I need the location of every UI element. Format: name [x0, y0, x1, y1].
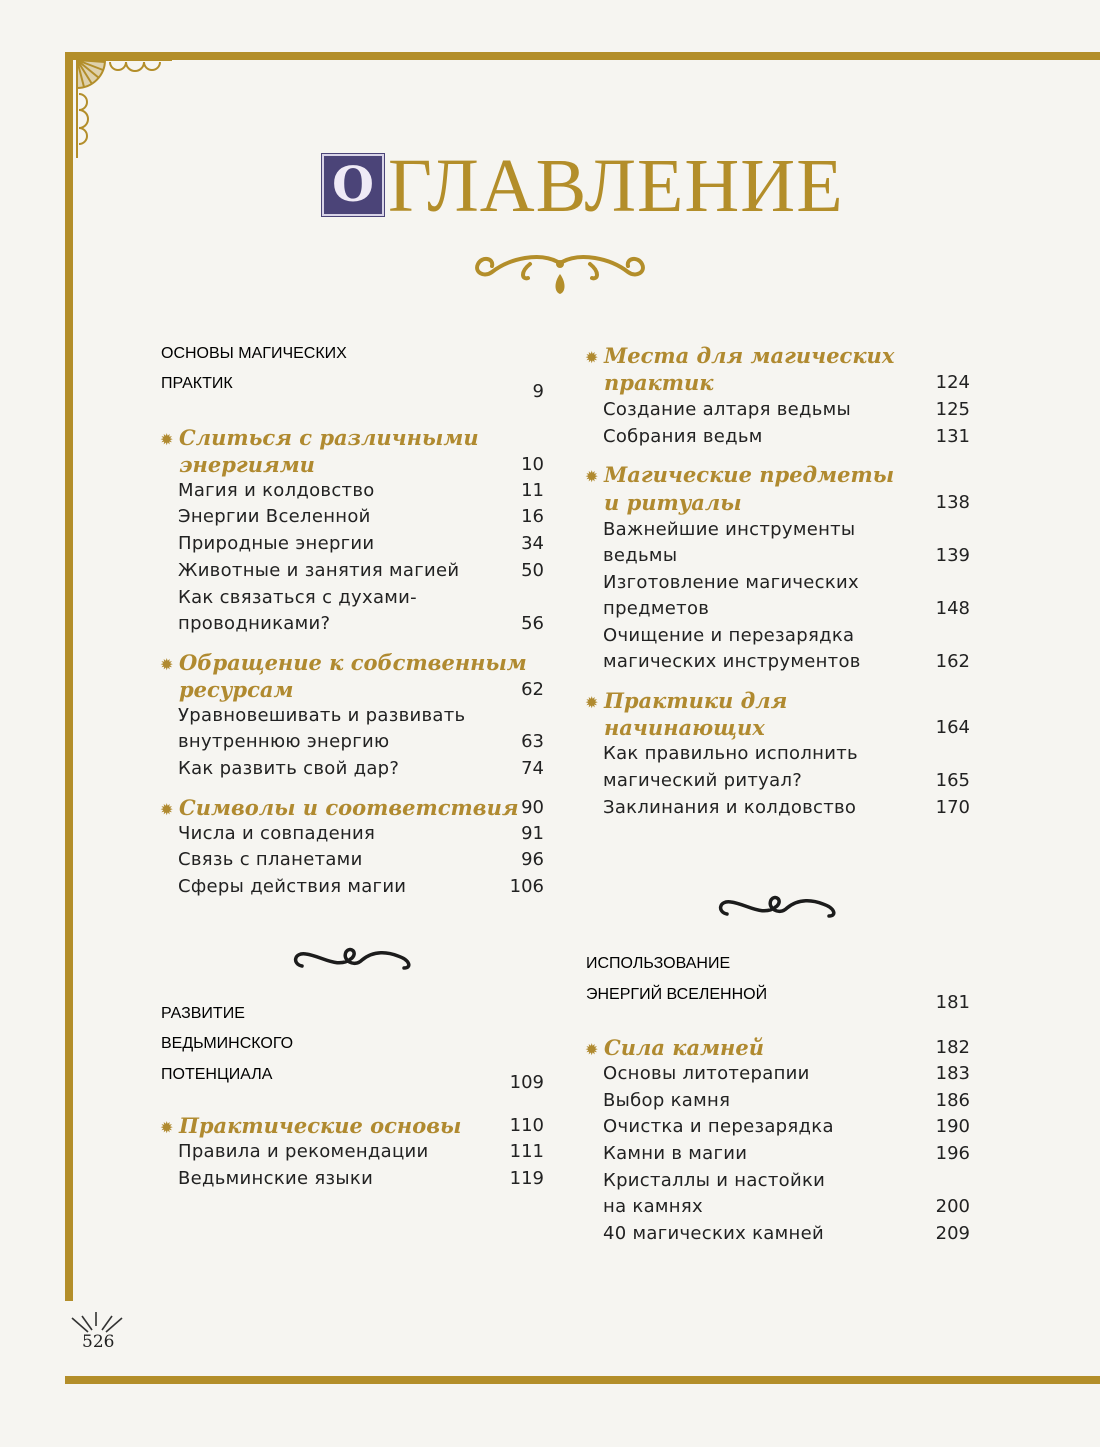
divider-swirl-icon: [288, 940, 418, 976]
toc-page-number: 183: [935, 1063, 970, 1084]
toc-page-number: 74: [521, 758, 544, 779]
toc-entry-link[interactable]: Природные энергии: [178, 533, 375, 554]
page-number: 526: [82, 1332, 115, 1352]
toc-page-number: 63: [521, 731, 544, 752]
divider-swirl-icon: [713, 888, 843, 924]
toc-entry-link[interactable]: предметов: [603, 598, 710, 619]
toc-entry-link[interactable]: Изготовление магических: [603, 572, 859, 593]
toc-page-number: 124: [935, 372, 970, 393]
toc-entry-link[interactable]: Как развить свой дар?: [178, 758, 400, 779]
toc-entry-link[interactable]: внутреннюю энергию: [178, 731, 390, 752]
toc-entry-link[interactable]: магических инструментов: [603, 651, 861, 672]
toc-entry-link[interactable]: Числа и совпадения: [178, 823, 376, 844]
toc-entry-link[interactable]: Собрания ведьм: [603, 426, 763, 447]
frame-bottom-bar: [65, 1376, 1100, 1384]
title-text: ГЛАВЛЕНИЕ: [388, 144, 844, 228]
page-title: [322, 144, 844, 228]
toc-entry-link[interactable]: Правила и рекомендации: [178, 1141, 429, 1162]
toc-section-title[interactable]: ОСНОВЫ МАГИЧЕСКИХ: [161, 345, 347, 362]
toc-page-number: 181: [935, 992, 970, 1013]
toc-page-number: 106: [509, 876, 544, 897]
toc-page-number: 190: [935, 1116, 970, 1137]
toc-entry-link[interactable]: 40 магических камней: [603, 1223, 824, 1244]
dropcap-letter: О: [322, 154, 384, 216]
toc-chapter-link[interactable]: Магические предметы: [604, 462, 895, 487]
toc-page-number: 148: [935, 598, 970, 619]
bullet-star-icon: ✹: [160, 1120, 174, 1137]
toc-page-number: 200: [935, 1196, 970, 1217]
toc-page-number: 182: [935, 1037, 970, 1058]
bullet-star-icon: ✹: [585, 350, 599, 367]
toc-entry-link[interactable]: Уравновешивать и развивать: [178, 705, 466, 726]
toc-chapter-link[interactable]: Слиться с различными: [179, 425, 479, 450]
toc-page-number: 111: [509, 1141, 544, 1162]
toc-page-number: 91: [521, 823, 544, 844]
toc-page-number: 131: [935, 426, 970, 447]
bullet-star-icon: ✹: [160, 802, 174, 819]
toc-entry-link[interactable]: Очистка и перезарядка: [603, 1116, 834, 1137]
toc-page-number: 90: [521, 797, 544, 818]
toc-entry-link[interactable]: Как связаться с духами-: [178, 587, 417, 608]
toc-chapter-link[interactable]: энергиями: [179, 452, 315, 477]
toc-entry-link[interactable]: магический ритуал?: [603, 770, 803, 791]
bullet-star-icon: ✹: [585, 695, 599, 712]
toc-entry-link[interactable]: Сферы действия магии: [178, 876, 407, 897]
toc-entry-link[interactable]: Ведьминские языки: [178, 1168, 374, 1189]
toc-page-number: 110: [509, 1115, 544, 1136]
toc-entry-link[interactable]: Энергии Вселенной: [178, 506, 371, 527]
toc-page-number: 165: [935, 770, 970, 791]
toc-page-number: 119: [509, 1168, 544, 1189]
toc-page-number: 196: [935, 1143, 970, 1164]
toc-page-number: 170: [935, 797, 970, 818]
toc-page-number: 96: [521, 849, 544, 870]
toc-page-number: 34: [521, 533, 544, 554]
frame-top-bar: [65, 52, 1100, 60]
toc-page-number: 209: [935, 1223, 970, 1244]
corner-ornament-icon: [62, 48, 182, 168]
toc-entry-link[interactable]: Связь с планетами: [178, 849, 363, 870]
toc-page-number: 9: [532, 381, 544, 402]
toc-page-number: 164: [935, 717, 970, 738]
bullet-star-icon: ✹: [160, 657, 174, 674]
toc-page-number: 16: [521, 506, 544, 527]
toc-page-number: 139: [935, 545, 970, 566]
toc-section-title[interactable]: ПОТЕНЦИАЛА: [161, 1066, 273, 1083]
toc-section-title[interactable]: ВЕДЬМИНСКОГО: [161, 1035, 294, 1052]
toc-chapter-link[interactable]: и ритуалы: [604, 490, 742, 515]
bullet-star-icon: ✹: [585, 1042, 599, 1059]
toc-entry-link[interactable]: Выбор камня: [603, 1090, 731, 1111]
toc-entry-link[interactable]: Как правильно исполнить: [603, 743, 858, 764]
toc-chapter-link[interactable]: Места для магических: [604, 343, 895, 368]
toc-page-number: 162: [935, 651, 970, 672]
toc-entry-link[interactable]: Важнейшие инструменты: [603, 519, 856, 540]
toc-page-number: 125: [935, 399, 970, 420]
toc-page-number: 11: [521, 480, 544, 501]
toc-entry-link[interactable]: Камни в магии: [603, 1143, 748, 1164]
toc-page-number: 56: [521, 613, 544, 634]
toc-page-number: 109: [509, 1072, 544, 1093]
toc-page-number: 186: [935, 1090, 970, 1111]
toc-entry-link[interactable]: проводниками?: [178, 613, 331, 634]
toc-entry-link[interactable]: Животные и занятия магией: [178, 560, 460, 581]
toc-chapter-link[interactable]: Символы и соответствия: [179, 795, 519, 820]
toc-page-number: 50: [521, 560, 544, 581]
toc-entry-link[interactable]: Основы литотерапии: [603, 1063, 810, 1084]
toc-entry-link[interactable]: на камнях: [603, 1196, 703, 1217]
toc-entry-link[interactable]: Заклинания и колдовство: [603, 797, 857, 818]
toc-chapter-link[interactable]: практик: [604, 370, 714, 395]
toc-chapter-link[interactable]: начинающих: [604, 715, 765, 740]
toc-page-number: 138: [935, 492, 970, 513]
bullet-star-icon: ✹: [160, 432, 174, 449]
toc-entry-link[interactable]: Кристаллы и настойки: [603, 1170, 826, 1191]
bullet-star-icon: ✹: [585, 469, 599, 486]
flourish-ornament-icon: [470, 248, 650, 298]
toc-section-title[interactable]: ЭНЕРГИЙ ВСЕЛЕННОЙ: [586, 986, 768, 1003]
toc-page-number: 62: [521, 679, 544, 700]
toc-entry-link[interactable]: Создание алтаря ведьмы: [603, 399, 852, 420]
frame-left-bar: [65, 52, 73, 1301]
toc-entry-link[interactable]: Магия и колдовство: [178, 480, 375, 501]
toc-section-title[interactable]: ПРАКТИК: [161, 375, 233, 392]
toc-section-title[interactable]: ИСПОЛЬЗОВАНИЕ: [586, 955, 731, 972]
toc-page-number: 10: [521, 454, 544, 475]
toc-chapter-link[interactable]: Обращение к собственным: [179, 650, 527, 675]
toc-chapter-link[interactable]: ресурсам: [179, 677, 294, 702]
toc-section-title[interactable]: РАЗВИТИЕ: [161, 1005, 245, 1022]
toc-chapter-link[interactable]: Практические основы: [179, 1113, 462, 1138]
toc-chapter-link[interactable]: Практики для: [604, 688, 788, 713]
toc-chapter-link[interactable]: Сила камней: [604, 1035, 764, 1060]
toc-entry-link[interactable]: ведьмы: [603, 545, 678, 566]
toc-entry-link[interactable]: Очищение и перезарядка: [603, 625, 855, 646]
